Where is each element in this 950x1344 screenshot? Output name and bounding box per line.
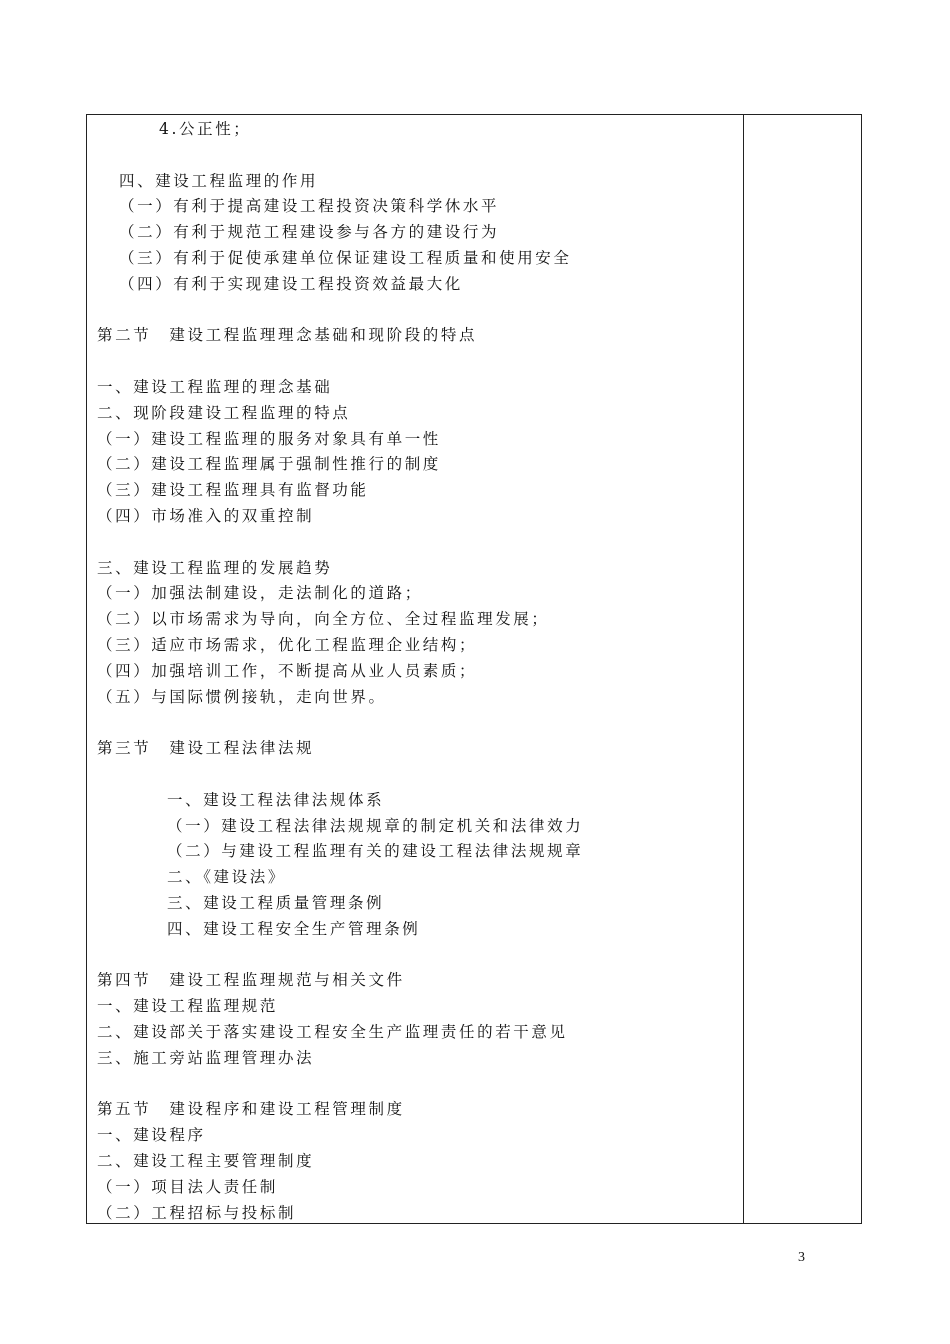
text-line: 第五节 建设程序和建设工程管理制度 [97, 1100, 405, 1119]
text-line: 第二节 建设工程监理理念基础和现阶段的特点 [97, 326, 478, 345]
text-line: 一、建设工程法律法规体系 [167, 790, 385, 809]
text-line: 二、建设工程主要管理制度 [97, 1152, 315, 1170]
text-line: （一）加强法制建设，走法制化的道路； [97, 584, 423, 603]
text-line: 第四节 建设工程监理规范与相关文件 [97, 971, 405, 990]
text-line: 第三节 建设工程法律法规 [97, 739, 315, 758]
text-line: （一）建设工程法律法规规章的制定机关和法律效力 [167, 816, 584, 835]
text-line: （二）以市场需求为导向，向全方位、全过程监理发展； [97, 610, 550, 629]
text-line: 三、施工旁站监理管理办法 [97, 1048, 315, 1067]
text-line: （四）加强培训工作，不断提高从业人员素质； [97, 661, 478, 680]
text-line: 二、建设部关于落实建设工程安全生产监理责任的若干意见 [97, 1023, 568, 1041]
text-line: （二）有利于规范工程建设参与各方的建设行为 [119, 223, 500, 242]
text-line: 一、建设工程监理的理念基础 [97, 378, 333, 396]
text-line: （三）建设工程监理具有监督功能 [97, 481, 369, 500]
text-line: （三）适应市场需求，优化工程监理企业结构； [97, 636, 478, 654]
text-line: （五）与国际惯例接轨，走向世界。 [97, 687, 387, 706]
text-line: （四）有利于实现建设工程投资效益最大化 [119, 274, 463, 293]
text-line: （一）有利于提高建设工程投资决策科学休水平 [119, 197, 500, 216]
text-line: 二、《建设法》 [167, 868, 286, 887]
page-number: 3 [798, 1250, 805, 1265]
text-line: 三、建设工程监理的发展趋势 [97, 558, 333, 577]
text-line: 一、建设工程监理规范 [97, 997, 279, 1016]
text-line: （二）与建设工程监理有关的建设工程法律法规规章 [167, 842, 584, 861]
text-line: （四）市场准入的双重控制 [97, 507, 315, 525]
text-line: 一、建设程序 [97, 1126, 206, 1145]
text-line: 二、现阶段建设工程监理的特点 [97, 403, 351, 422]
text-line: （三）有利于促使承建单位保证建设工程质量和使用安全 [119, 249, 572, 267]
text-line: （一）建设工程监理的服务对象具有单一性 [97, 429, 441, 448]
text-line: 四、建设工程安全生产管理条例 [167, 919, 421, 938]
text-line: （一）项目法人责任制 [97, 1177, 279, 1196]
text-line: 4.公正性； [159, 120, 252, 138]
content-table [86, 114, 862, 1224]
text-line: （二）工程招标与投标制 [97, 1203, 297, 1222]
column-divider [743, 115, 744, 1223]
text-line: 三、建设工程质量管理条例 [167, 894, 385, 912]
text-line: 四、建设工程监理的作用 [119, 171, 319, 190]
text-line: （二）建设工程监理属于强制性推行的制度 [97, 455, 441, 474]
